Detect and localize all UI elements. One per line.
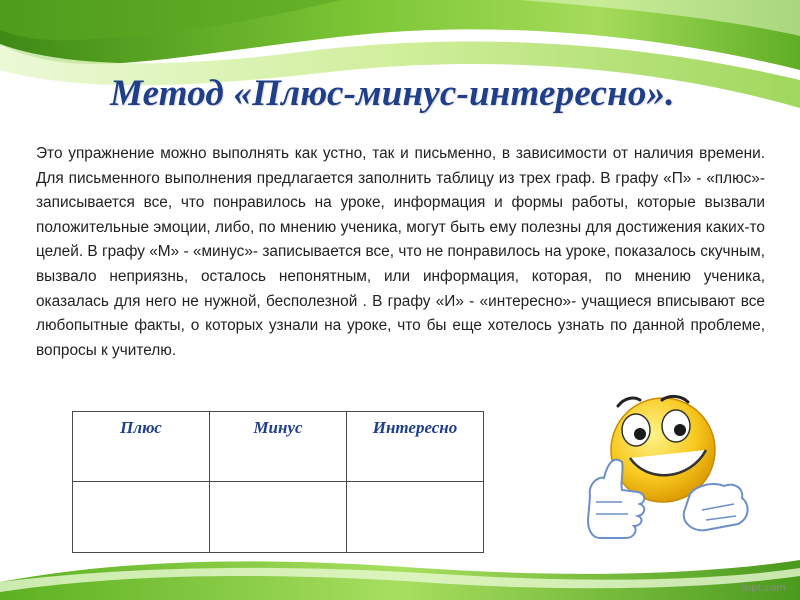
header-interesting: Интересно (347, 412, 484, 482)
table-header-row (73, 412, 484, 482)
header-minus: Минус (210, 412, 347, 482)
footer-brand: fppt.com (741, 583, 786, 594)
cell-interesting (347, 482, 484, 553)
header-plus: Плюс (73, 412, 210, 482)
body-paragraph: Это упражнение можно выполнять как устно, так и письменно, в зависимости от наличия времени. Для письменного выполнения предлагается заполнить таблицу из трех граф. В графу «П» - «плюс»- записывается все, что понравилось на уроке, информация и формы работы, которые вызвали положительные эмоции, либо, по мнению ученика, могут быть ему полезны для достижения каких-то целей. В графу «М» - «минус»- записывается все, что не понравилось на уроке, показалось скучным, вызвало неприязнь, осталось непонятным, или информация, которая, по мнению ученика, оказалась для него не нужной, бесполезной . В графу «И» - «интересно»- учащиеся вписывают все любопытные факты, о которых узнали на уроке, что бы еще хотелось узнать по данной проблеме, вопросы к учителю. (36, 145, 765, 359)
slide-title: Метод «Плюс-минус-интересно». (110, 73, 675, 114)
cell-minus (210, 482, 347, 553)
pmi-table (72, 411, 484, 553)
cell-plus (73, 482, 210, 553)
table-row (73, 482, 484, 553)
thumbs-up-smiley-icon (578, 392, 758, 552)
